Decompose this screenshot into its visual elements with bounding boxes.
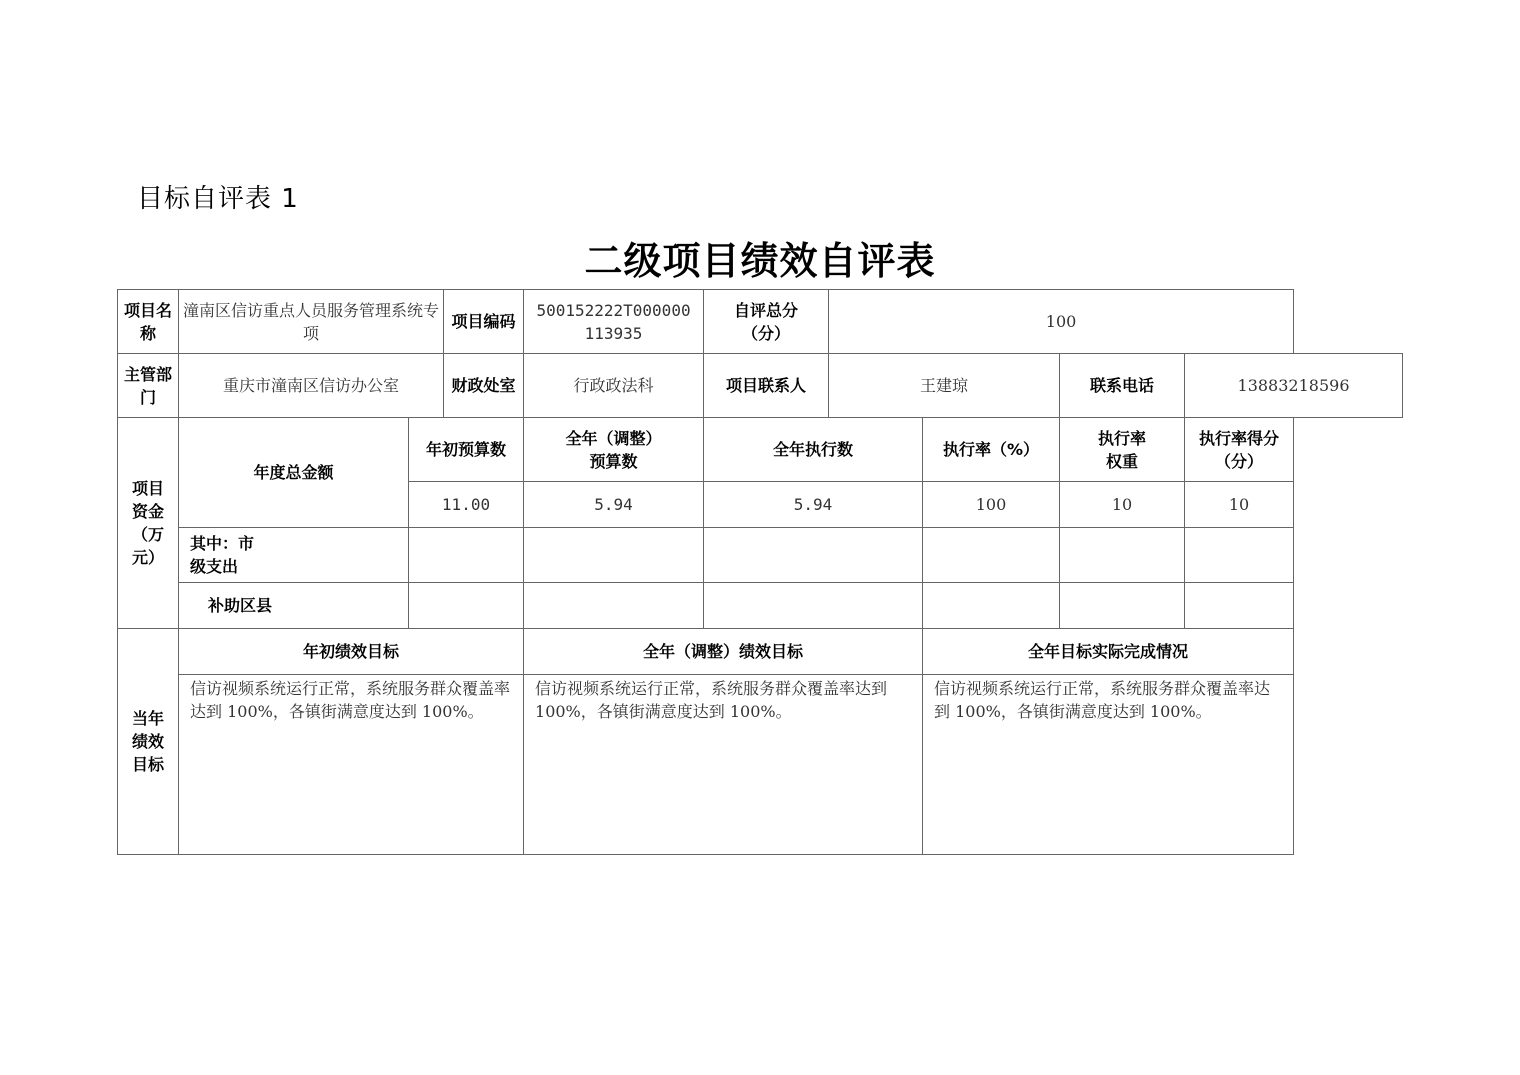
goals-content-row — [118, 675, 1403, 855]
project-code-label: 项目编码 — [444, 290, 524, 354]
funds-header-row — [118, 418, 1403, 482]
exec-score-value: 10 — [1185, 482, 1294, 528]
executed-header: 全年执行数 — [704, 418, 923, 482]
total-score-value: 100 — [829, 290, 1294, 354]
subsidy-executed-cell — [704, 583, 923, 629]
adjusted-budget-header: 全年（调整）预算数 — [524, 418, 704, 482]
phone-label: 联系电话 — [1060, 354, 1185, 418]
project-info-row — [118, 290, 1403, 354]
project-name-label: 项目名称 — [118, 290, 179, 354]
exec-score-header: 执行率得分（分） — [1185, 418, 1294, 482]
form-label: 目标自评表 1 — [137, 184, 299, 214]
project-code-value: 500152222T000000113935 — [524, 290, 704, 354]
total-amount-label: 年度总金额 — [179, 418, 409, 528]
department-row — [118, 354, 1403, 418]
finance-office-value: 行政政法科 — [524, 354, 704, 418]
dept-label: 主管部门 — [118, 354, 179, 418]
goals-section-label: 当年绩效目标 — [118, 629, 179, 855]
actual-goal-header: 全年目标实际完成情况 — [923, 629, 1294, 675]
initial-goal-text: 信访视频系统运行正常，系统服务群众覆盖率达到 100%，各镇街满意度达到 100%。 — [179, 675, 524, 855]
subsidy-initial-cell — [409, 583, 524, 629]
actual-goal-text: 信访视频系统运行正常，系统服务群众覆盖率达到 100%，各镇街满意度达到 100%。 — [923, 675, 1294, 855]
project-name-value: 潼南区信访重点人员服务管理系统专项 — [179, 290, 444, 354]
city-expenditure-label: 其中：市级支出 — [179, 528, 409, 583]
page-title: 二级项目绩效自评表 — [584, 239, 936, 283]
city-score-cell — [1185, 528, 1294, 583]
contact-label: 项目联系人 — [704, 354, 829, 418]
initial-budget-value: 11.00 — [409, 482, 524, 528]
city-adjusted-cell — [524, 528, 704, 583]
total-score-label: 自评总分（分） — [704, 290, 829, 354]
adjusted-budget-value: 5.94 — [524, 482, 704, 528]
city-rate-cell — [923, 528, 1060, 583]
adjusted-goal-text: 信访视频系统运行正常，系统服务群众覆盖率达到 100%，各镇街满意度达到 100%。 — [524, 675, 923, 855]
subsidy-label: 补助区县 — [179, 583, 409, 629]
exec-weight-value: 10 — [1060, 482, 1185, 528]
city-initial-cell — [409, 528, 524, 583]
subsidy-row — [118, 583, 1403, 629]
subsidy-score-cell — [1185, 583, 1294, 629]
adjusted-goal-header: 全年（调整）绩效目标 — [524, 629, 923, 675]
phone-value: 13883218596 — [1185, 354, 1403, 418]
city-expenditure-row — [118, 528, 1403, 583]
subsidy-rate-cell — [923, 583, 1060, 629]
exec-rate-value: 100 — [923, 482, 1060, 528]
dept-value: 重庆市潼南区信访办公室 — [179, 354, 444, 418]
contact-value: 王建琼 — [829, 354, 1060, 418]
exec-weight-header: 执行率权重 — [1060, 418, 1185, 482]
exec-rate-header: 执行率（%） — [923, 418, 1060, 482]
city-executed-cell — [704, 528, 923, 583]
initial-goal-header: 年初绩效目标 — [179, 629, 524, 675]
subsidy-weight-cell — [1060, 583, 1185, 629]
funds-section-label: 项目资金（万元） — [118, 418, 179, 629]
city-weight-cell — [1060, 528, 1185, 583]
performance-table — [117, 289, 1403, 855]
executed-value: 5.94 — [704, 482, 923, 528]
subsidy-adjusted-cell — [524, 583, 704, 629]
goals-header-row — [118, 629, 1403, 675]
initial-budget-header: 年初预算数 — [409, 418, 524, 482]
finance-office-label: 财政处室 — [444, 354, 524, 418]
